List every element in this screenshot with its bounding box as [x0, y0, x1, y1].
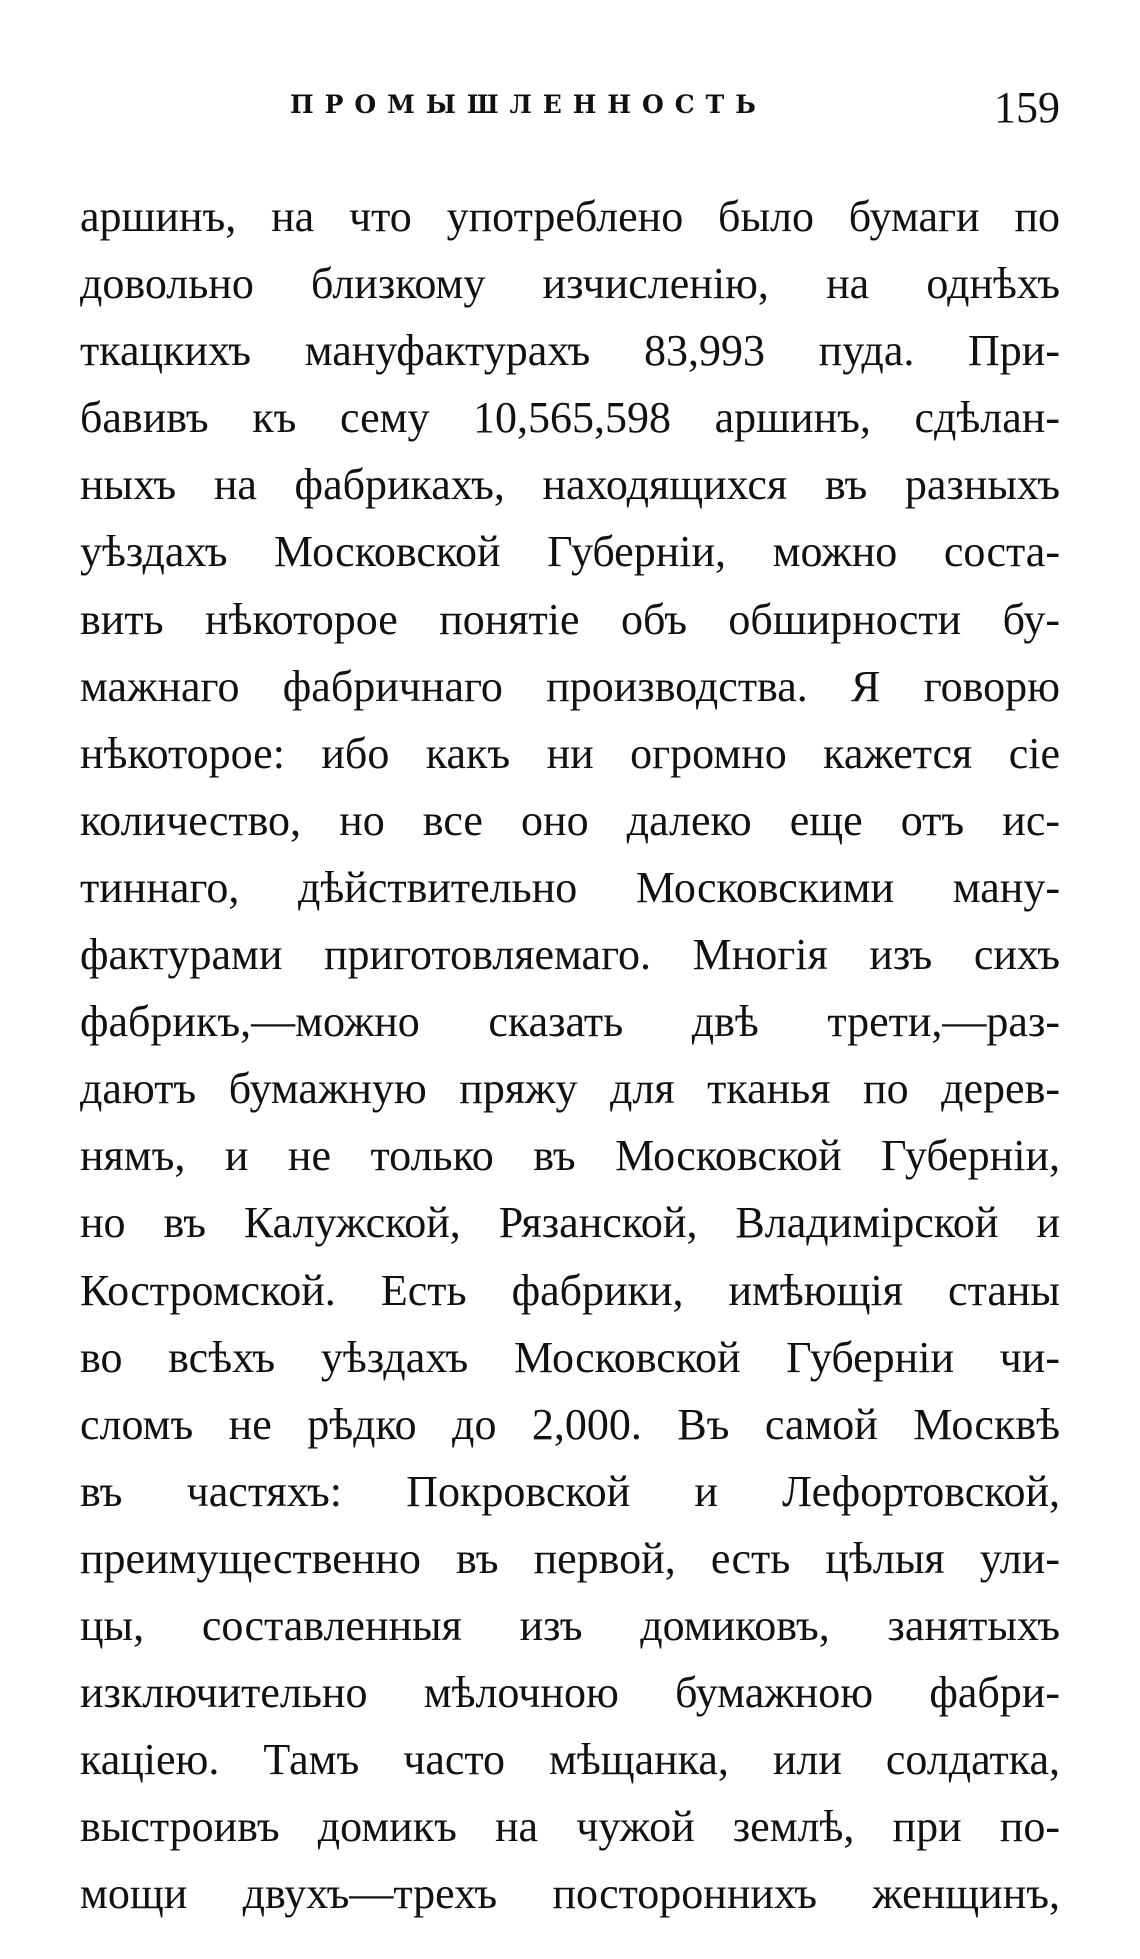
- text-line: сломъ не рѣдко до 2,000. Въ самой Москвѣ: [80, 1399, 1060, 1449]
- text-line: уѣздахъ Московской Губерніи, можно соста-: [80, 527, 1060, 577]
- text-line: во всѣхъ уѣздахъ Московской Губерніи чи-: [80, 1332, 1060, 1382]
- text-line: бавивъ къ сему 10,565,598 аршинъ, сдѣлан-: [80, 393, 1060, 443]
- running-title: ПРОМЫШЛЕННОСТЬ: [290, 90, 767, 119]
- page-number: 159: [994, 83, 1060, 132]
- text-line: мощи двухъ—трехъ постороннихъ женщинъ,: [80, 1869, 1060, 1919]
- text-line: выстроивъ домикъ на чужой землѣ, при по-: [80, 1802, 1060, 1852]
- text-line: фабрикъ,—можно сказать двѣ трети,—раз-: [80, 997, 1060, 1047]
- text-line: ныхъ на фабрикахъ, находящихся въ разныхъ: [80, 460, 1060, 510]
- text-line: но въ Калужской, Рязанской, Владимірской и: [80, 1198, 1060, 1248]
- text-line: даютъ бумажную пряжу для тканья по дерев-: [80, 1064, 1060, 1114]
- text-line: вить нѣкоторое понятіе объ обширности бу-: [80, 594, 1060, 644]
- text-line: нѣкоторое: ибо какъ ни огромно кажется сіе: [80, 728, 1060, 778]
- text-line: нямъ, и не только въ Московской Губерніи,: [80, 1131, 1060, 1181]
- text-line: тиннаго, дѣйствительно Московскими ману-: [80, 862, 1060, 912]
- text-line: въ частяхъ: Покровской и Лефортовской,: [80, 1466, 1060, 1516]
- text-line: цы, составленныя изъ домиковъ, занятыхъ: [80, 1600, 1060, 1650]
- text-line: ткацкихъ мануфактурахъ 83,993 пуда. При-: [80, 326, 1060, 376]
- text-line: аршинъ, на что употреблено было бумаги по: [80, 192, 1060, 241]
- text-line: количество, но все оно далеко еще отъ ис-: [80, 795, 1060, 845]
- text-line: Костромской. Есть фабрики, имѣющія станы: [80, 1265, 1060, 1315]
- text-line: изключительно мѣлочною бумажною фабри-: [80, 1668, 1060, 1718]
- text-line: довольно близкому изчисленію, на однѣхъ: [80, 259, 1060, 309]
- text-line: фактурами приготовляемаго. Многія изъ сихъ: [80, 930, 1060, 980]
- body-text: [80, 183, 1060, 1927]
- page-header: [80, 82, 1060, 142]
- text-line: преимущественно въ первой, есть цѣлыя ули-: [80, 1533, 1060, 1583]
- text-line: мажнаго фабричнаго производства. Я говорю: [80, 661, 1060, 711]
- text-line: каціею. Тамъ часто мѣщанка, или солдатка,: [80, 1735, 1060, 1785]
